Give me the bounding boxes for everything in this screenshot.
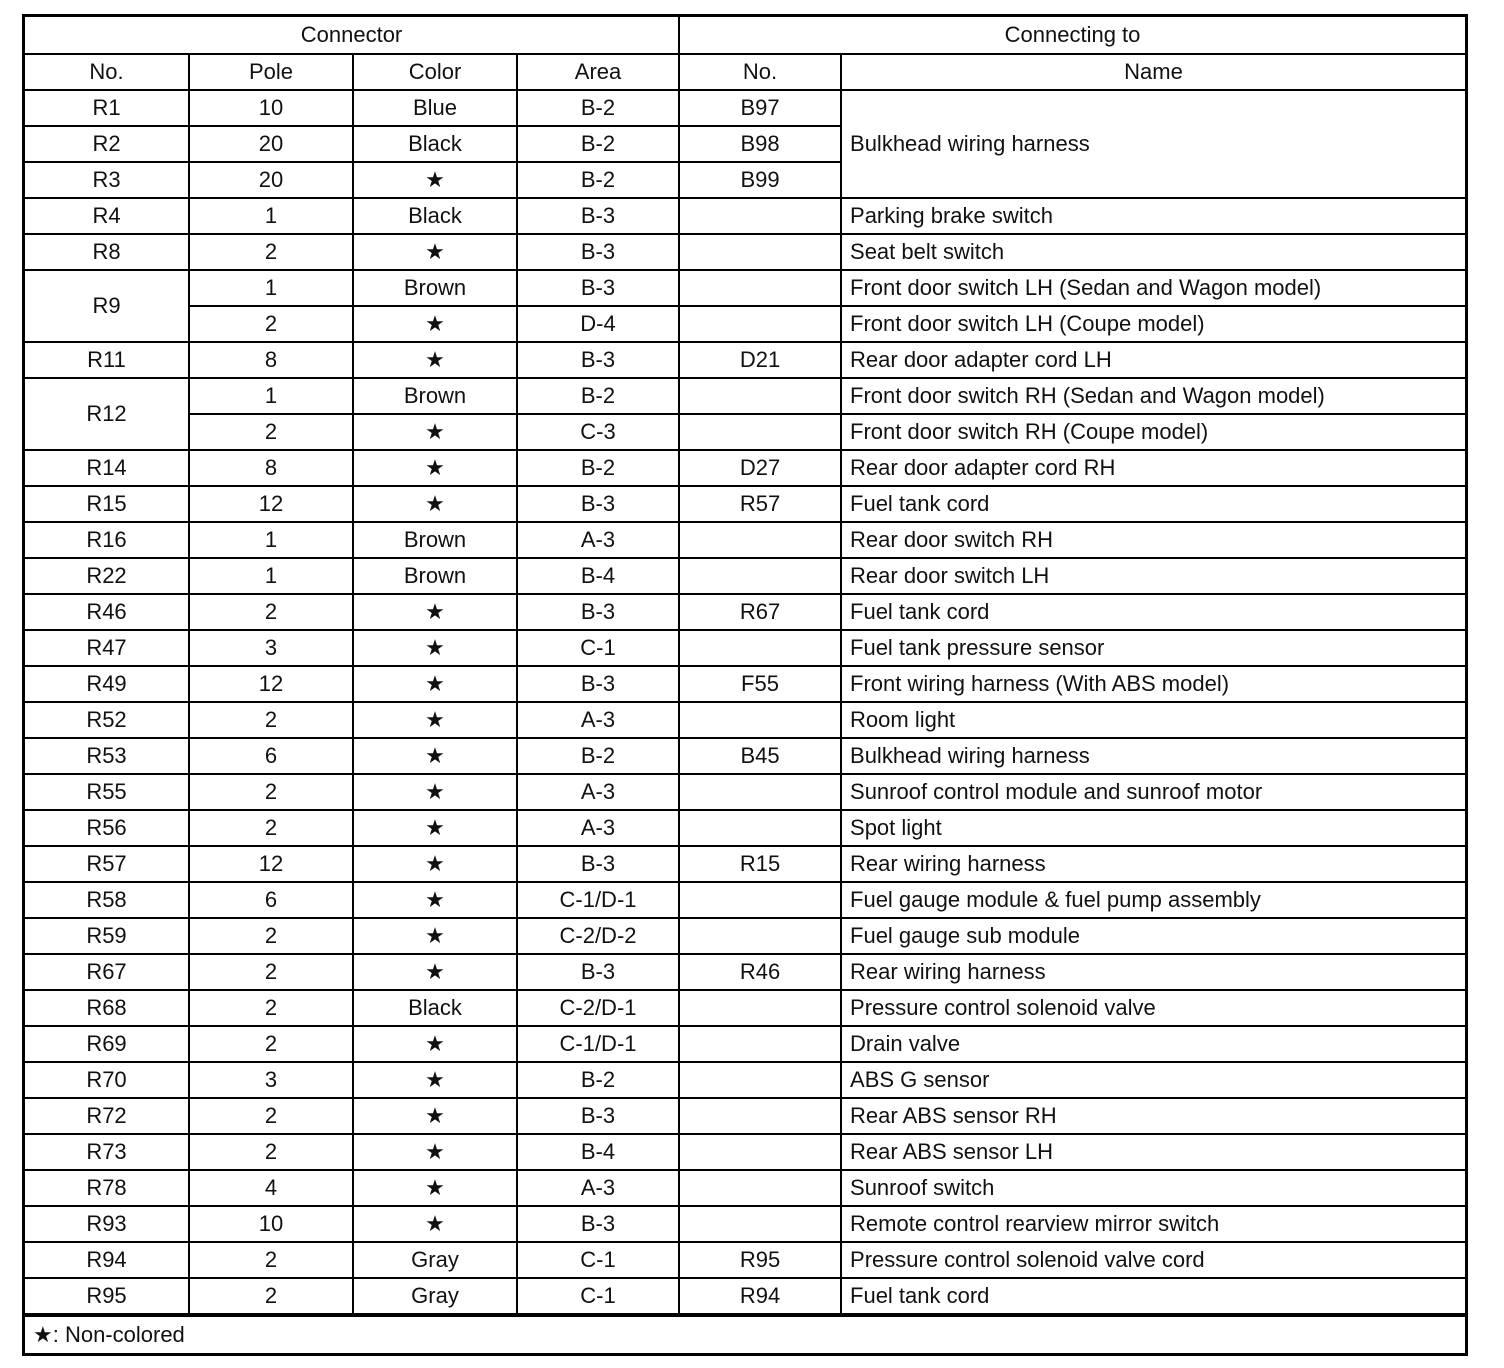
- area-cell: C-3: [517, 414, 679, 450]
- connecting-no-cell: [679, 1206, 841, 1242]
- connecting-no-cell: [679, 990, 841, 1026]
- name-cell: Front door switch LH (Coupe model): [841, 306, 1465, 342]
- connector-no-cell: R68: [25, 990, 189, 1026]
- area-cell: A-3: [517, 1170, 679, 1206]
- pole-cell: 2: [189, 594, 353, 630]
- connecting-no-cell: [679, 1170, 841, 1206]
- table-row: [25, 234, 1465, 270]
- pole-cell: 2: [189, 1098, 353, 1134]
- connecting-no-cell: [679, 270, 841, 306]
- table-row: [25, 810, 1465, 846]
- connector-no-cell: R70: [25, 1062, 189, 1098]
- area-cell: B-3: [517, 198, 679, 234]
- table-row: [25, 882, 1465, 918]
- connector-no-cell: R73: [25, 1134, 189, 1170]
- table-row: [25, 414, 1465, 450]
- pole-cell: 12: [189, 666, 353, 702]
- color-cell: ★: [353, 846, 517, 882]
- table-row: [25, 378, 1465, 414]
- connector-no-cell: R8: [25, 234, 189, 270]
- table-row: [25, 450, 1465, 486]
- table-row: [25, 486, 1465, 522]
- table-row: [25, 522, 1465, 558]
- connecting-no-cell: B45: [679, 738, 841, 774]
- connecting-no-cell: [679, 630, 841, 666]
- table-row: [25, 666, 1465, 702]
- name-cell: Parking brake switch: [841, 198, 1465, 234]
- name-cell: Fuel tank pressure sensor: [841, 630, 1465, 666]
- pole-cell: 12: [189, 486, 353, 522]
- header-color: Color: [353, 54, 517, 90]
- connector-no-cell: R11: [25, 342, 189, 378]
- name-cell: Remote control rearview mirror switch: [841, 1206, 1465, 1242]
- table-row: [25, 630, 1465, 666]
- pole-cell: 3: [189, 630, 353, 666]
- area-cell: C-2/D-2: [517, 918, 679, 954]
- color-cell: Brown: [353, 270, 517, 306]
- name-cell: Bulkhead wiring harness: [841, 738, 1465, 774]
- table-row: [25, 738, 1465, 774]
- area-cell: B-3: [517, 666, 679, 702]
- connecting-no-cell: [679, 558, 841, 594]
- name-cell: Rear door switch LH: [841, 558, 1465, 594]
- pole-cell: 2: [189, 990, 353, 1026]
- table-row: [25, 1170, 1465, 1206]
- pole-cell: 8: [189, 342, 353, 378]
- pole-cell: 8: [189, 450, 353, 486]
- table-row: [25, 558, 1465, 594]
- connecting-no-cell: [679, 882, 841, 918]
- color-cell: ★: [353, 666, 517, 702]
- connecting-no-cell: D21: [679, 342, 841, 378]
- connecting-no-cell: B97: [679, 90, 841, 126]
- pole-cell: 1: [189, 558, 353, 594]
- area-cell: B-2: [517, 738, 679, 774]
- area-cell: C-1: [517, 1242, 679, 1278]
- name-cell: Bulkhead wiring harness: [841, 90, 1465, 198]
- connecting-no-cell: R94: [679, 1278, 841, 1314]
- connector-no-cell: R47: [25, 630, 189, 666]
- pole-cell: 1: [189, 522, 353, 558]
- name-cell: Room light: [841, 702, 1465, 738]
- name-cell: Spot light: [841, 810, 1465, 846]
- area-cell: C-1: [517, 1278, 679, 1314]
- connecting-no-cell: [679, 378, 841, 414]
- area-cell: B-3: [517, 342, 679, 378]
- header-pole: Pole: [189, 54, 353, 90]
- area-cell: B-2: [517, 162, 679, 198]
- connecting-no-cell: [679, 234, 841, 270]
- name-cell: Rear wiring harness: [841, 954, 1465, 990]
- table-row: [25, 270, 1465, 306]
- name-cell: Pressure control solenoid valve: [841, 990, 1465, 1026]
- connector-no-cell: R72: [25, 1098, 189, 1134]
- connector-no-cell: R56: [25, 810, 189, 846]
- connecting-no-cell: B99: [679, 162, 841, 198]
- table-row: [25, 1134, 1465, 1170]
- color-cell: ★: [353, 1062, 517, 1098]
- header-area: Area: [517, 54, 679, 90]
- header-no: No.: [25, 54, 189, 90]
- connecting-no-cell: [679, 414, 841, 450]
- pole-cell: 4: [189, 1170, 353, 1206]
- color-cell: ★: [353, 234, 517, 270]
- color-cell: ★: [353, 774, 517, 810]
- area-cell: B-3: [517, 270, 679, 306]
- pole-cell: 2: [189, 234, 353, 270]
- color-cell: ★: [353, 738, 517, 774]
- connecting-no-cell: [679, 1098, 841, 1134]
- name-cell: Rear ABS sensor LH: [841, 1134, 1465, 1170]
- color-cell: ★: [353, 414, 517, 450]
- connector-no-cell: R94: [25, 1242, 189, 1278]
- pole-cell: 2: [189, 774, 353, 810]
- connecting-no-cell: R57: [679, 486, 841, 522]
- area-cell: A-3: [517, 774, 679, 810]
- connecting-no-cell: [679, 306, 841, 342]
- pole-cell: 2: [189, 1026, 353, 1062]
- area-cell: C-1: [517, 630, 679, 666]
- color-cell: Black: [353, 990, 517, 1026]
- name-cell: Rear ABS sensor RH: [841, 1098, 1465, 1134]
- pole-cell: 2: [189, 414, 353, 450]
- color-cell: Blue: [353, 90, 517, 126]
- connector-no-cell: R2: [25, 126, 189, 162]
- connector-no-cell: R4: [25, 198, 189, 234]
- color-cell: ★: [353, 306, 517, 342]
- header-connector: Connector: [25, 17, 679, 54]
- name-cell: Fuel tank cord: [841, 486, 1465, 522]
- header-group-row: [25, 17, 1465, 54]
- table-row: [25, 1206, 1465, 1242]
- connector-no-cell: R67: [25, 954, 189, 990]
- pole-cell: 2: [189, 810, 353, 846]
- area-cell: C-2/D-1: [517, 990, 679, 1026]
- color-cell: ★: [353, 1026, 517, 1062]
- color-cell: ★: [353, 954, 517, 990]
- name-cell: Rear door adapter cord RH: [841, 450, 1465, 486]
- table-row: [25, 1242, 1465, 1278]
- color-cell: Gray: [353, 1278, 517, 1314]
- name-cell: Pressure control solenoid valve cord: [841, 1242, 1465, 1278]
- pole-cell: 1: [189, 378, 353, 414]
- connecting-no-cell: R67: [679, 594, 841, 630]
- name-cell: Fuel gauge sub module: [841, 918, 1465, 954]
- table-row: [25, 1098, 1465, 1134]
- connecting-no-cell: F55: [679, 666, 841, 702]
- pole-cell: 2: [189, 702, 353, 738]
- color-cell: ★: [353, 162, 517, 198]
- table-row: [25, 1278, 1465, 1314]
- name-cell: Front wiring harness (With ABS model): [841, 666, 1465, 702]
- name-cell: Fuel tank cord: [841, 594, 1465, 630]
- pole-cell: 10: [189, 90, 353, 126]
- area-cell: B-3: [517, 234, 679, 270]
- connecting-no-cell: [679, 198, 841, 234]
- name-cell: Rear wiring harness: [841, 846, 1465, 882]
- connector-no-cell: R57: [25, 846, 189, 882]
- connecting-no-cell: [679, 1134, 841, 1170]
- table-row: [25, 306, 1465, 342]
- connecting-no-cell: [679, 522, 841, 558]
- color-cell: ★: [353, 1170, 517, 1206]
- table-row: [25, 90, 1465, 126]
- connector-no-cell: R46: [25, 594, 189, 630]
- connector-no-cell: R93: [25, 1206, 189, 1242]
- connector-no-cell: R49: [25, 666, 189, 702]
- area-cell: B-3: [517, 1098, 679, 1134]
- connecting-no-cell: R46: [679, 954, 841, 990]
- color-cell: Gray: [353, 1242, 517, 1278]
- pole-cell: 2: [189, 1242, 353, 1278]
- area-cell: B-2: [517, 378, 679, 414]
- table-row: [25, 774, 1465, 810]
- color-cell: ★: [353, 1206, 517, 1242]
- name-cell: Seat belt switch: [841, 234, 1465, 270]
- pole-cell: 6: [189, 882, 353, 918]
- table-row: [25, 954, 1465, 990]
- connector-no-cell: R3: [25, 162, 189, 198]
- area-cell: B-4: [517, 558, 679, 594]
- area-cell: C-1/D-1: [517, 1026, 679, 1062]
- name-cell: Drain valve: [841, 1026, 1465, 1062]
- connector-no-cell: R53: [25, 738, 189, 774]
- area-cell: B-3: [517, 846, 679, 882]
- connector-no-cell: R9: [25, 270, 189, 342]
- name-cell: ABS G sensor: [841, 1062, 1465, 1098]
- connector-no-cell: R55: [25, 774, 189, 810]
- color-cell: ★: [353, 810, 517, 846]
- pole-cell: 1: [189, 270, 353, 306]
- pole-cell: 3: [189, 1062, 353, 1098]
- connector-no-cell: R12: [25, 378, 189, 450]
- area-cell: B-3: [517, 954, 679, 990]
- name-cell: Sunroof switch: [841, 1170, 1465, 1206]
- name-cell: Fuel gauge module & fuel pump assembly: [841, 882, 1465, 918]
- connector-no-cell: R14: [25, 450, 189, 486]
- connector-no-cell: R58: [25, 882, 189, 918]
- connecting-no-cell: [679, 810, 841, 846]
- table-row: [25, 990, 1465, 1026]
- table-row: [25, 594, 1465, 630]
- connector-no-cell: R15: [25, 486, 189, 522]
- connector-no-cell: R1: [25, 90, 189, 126]
- color-cell: ★: [353, 630, 517, 666]
- area-cell: A-3: [517, 522, 679, 558]
- name-cell: Sunroof control module and sunroof motor: [841, 774, 1465, 810]
- name-cell: Fuel tank cord: [841, 1278, 1465, 1314]
- connecting-no-cell: R95: [679, 1242, 841, 1278]
- color-cell: ★: [353, 450, 517, 486]
- area-cell: A-3: [517, 810, 679, 846]
- area-cell: D-4: [517, 306, 679, 342]
- pole-cell: 1: [189, 198, 353, 234]
- connecting-no-cell: R15: [679, 846, 841, 882]
- pole-cell: 2: [189, 306, 353, 342]
- color-cell: ★: [353, 486, 517, 522]
- pole-cell: 10: [189, 1206, 353, 1242]
- area-cell: B-2: [517, 90, 679, 126]
- table-row: [25, 846, 1465, 882]
- pole-cell: 2: [189, 1134, 353, 1170]
- color-cell: Black: [353, 126, 517, 162]
- area-cell: B-3: [517, 594, 679, 630]
- color-cell: Brown: [353, 522, 517, 558]
- area-cell: B-3: [517, 1206, 679, 1242]
- pole-cell: 2: [189, 918, 353, 954]
- header-connecting-to: Connecting to: [679, 17, 1465, 54]
- name-cell: Front door switch RH (Coupe model): [841, 414, 1465, 450]
- area-cell: B-4: [517, 1134, 679, 1170]
- color-cell: ★: [353, 594, 517, 630]
- header-name: Name: [841, 54, 1465, 90]
- pole-cell: 20: [189, 126, 353, 162]
- area-cell: B-2: [517, 450, 679, 486]
- area-cell: B-3: [517, 486, 679, 522]
- connector-no-cell: R69: [25, 1026, 189, 1062]
- pole-cell: 2: [189, 1278, 353, 1314]
- name-cell: Front door switch LH (Sedan and Wagon model): [841, 270, 1465, 306]
- table-row: [25, 1026, 1465, 1062]
- pole-cell: 12: [189, 846, 353, 882]
- area-cell: B-2: [517, 126, 679, 162]
- connecting-no-cell: [679, 1062, 841, 1098]
- connector-no-cell: R16: [25, 522, 189, 558]
- color-cell: ★: [353, 1098, 517, 1134]
- connector-no-cell: R59: [25, 918, 189, 954]
- connector-no-cell: R22: [25, 558, 189, 594]
- area-cell: B-2: [517, 1062, 679, 1098]
- pole-cell: 2: [189, 954, 353, 990]
- table-row: [25, 342, 1465, 378]
- header-connecting-no: No.: [679, 54, 841, 90]
- color-cell: ★: [353, 342, 517, 378]
- name-cell: Rear door switch RH: [841, 522, 1465, 558]
- area-cell: A-3: [517, 702, 679, 738]
- connecting-no-cell: D27: [679, 450, 841, 486]
- color-cell: ★: [353, 918, 517, 954]
- footnote: ★: Non-colored: [25, 1315, 1465, 1353]
- pole-cell: 6: [189, 738, 353, 774]
- color-cell: ★: [353, 1134, 517, 1170]
- connector-table-sheet: [22, 14, 1468, 1356]
- connecting-no-cell: [679, 774, 841, 810]
- connecting-no-cell: [679, 918, 841, 954]
- connector-no-cell: R95: [25, 1278, 189, 1314]
- connecting-no-cell: [679, 1026, 841, 1062]
- pole-cell: 20: [189, 162, 353, 198]
- header-column-row: [25, 54, 1465, 90]
- color-cell: Brown: [353, 378, 517, 414]
- connecting-no-cell: [679, 702, 841, 738]
- table-row: [25, 702, 1465, 738]
- connecting-no-cell: B98: [679, 126, 841, 162]
- name-cell: Rear door adapter cord LH: [841, 342, 1465, 378]
- color-cell: ★: [353, 702, 517, 738]
- color-cell: Black: [353, 198, 517, 234]
- table-row: [25, 198, 1465, 234]
- color-cell: ★: [353, 882, 517, 918]
- area-cell: C-1/D-1: [517, 882, 679, 918]
- color-cell: Brown: [353, 558, 517, 594]
- connector-table: [25, 17, 1465, 1315]
- table-row: [25, 1062, 1465, 1098]
- connector-no-cell: R52: [25, 702, 189, 738]
- connector-no-cell: R78: [25, 1170, 189, 1206]
- name-cell: Front door switch RH (Sedan and Wagon model): [841, 378, 1465, 414]
- table-row: [25, 918, 1465, 954]
